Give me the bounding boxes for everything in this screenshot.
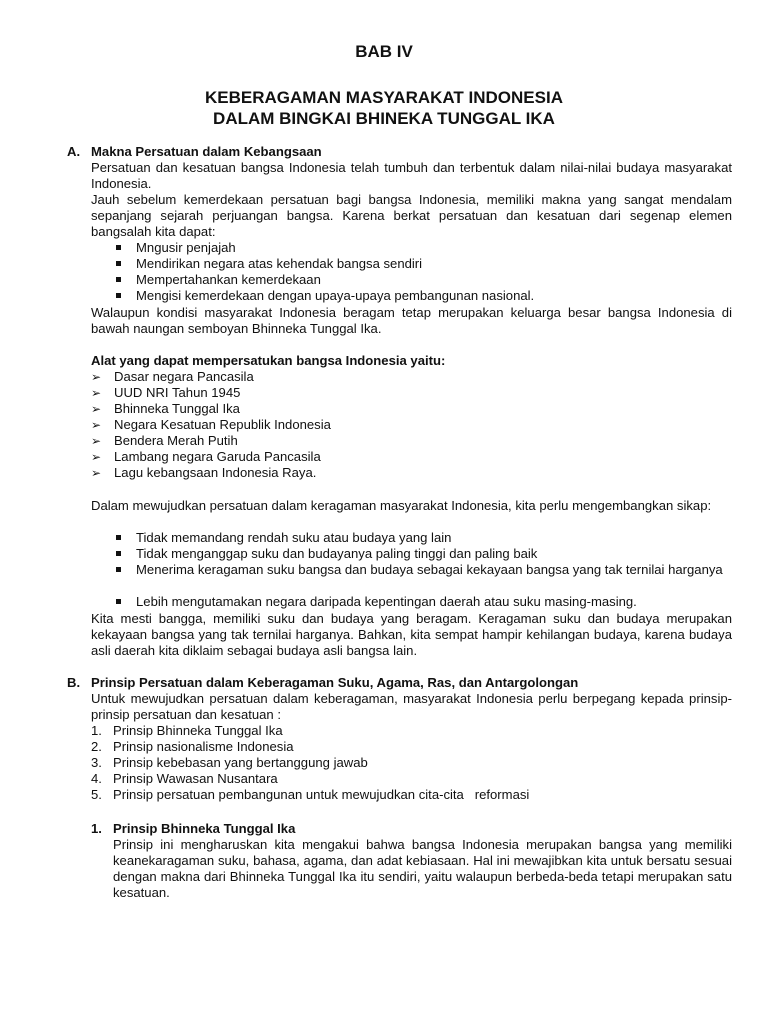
list-item: 5. Prinsip persatuan pembangunan untuk mewujudkan cita-cita reformasi [91,787,530,802]
arrow-bullet-icon: ➢ [91,450,102,464]
square-bullet-icon [116,535,121,540]
subsection-1-text: Prinsip ini mengharuskan kita mengakui bahwa bangsa Indonesia merupakan bangsa yang memiliki keanekaragaman suku, bahasa, agama, dan adat kebiasaan. Hal ini mewajibkan kita untuk bersatu sesuai dengan makna dari Bhinneka Tunggal Ika itu sendiri, yaitu walaupun berbeda-beda tetapi merupakan satu kesatuan. [113,837,732,900]
list-item: Menerima keragaman suku bangsa dan budaya sebagai kekayaan bangsa yang tak ternilai harganya [91,562,732,594]
list-item: Mengisi kemerdekaan dengan upaya-upaya pembangunan nasional. [91,288,732,304]
tools-arrow-list [91,369,732,481]
square-bullet-icon [116,293,121,298]
arrow-bullet-icon: ➢ [91,402,102,416]
section-a-paragraph-4: Dalam mewujudkan persatuan dalam keragaman masyarakat Indonesia, kita perlu mengembangkan sikap: [91,498,712,513]
list-item: Mngusir penjajah [91,240,732,256]
arrow-bullet-icon: ➢ [91,434,102,448]
list-item: 2. Prinsip nasionalisme Indonesia [91,739,294,754]
square-bullet-icon [116,277,121,282]
subsection-1-heading: Prinsip Bhinneka Tunggal Ika [113,821,296,836]
square-bullet-icon [116,261,121,266]
section-a-paragraph-1: Persatuan dan kesatuan bangsa Indonesia telah tumbuh dan terbentuk dalam nilai-nilai budaya masyarakat Indonesia. [91,160,732,191]
list-item: ➢ UUD NRI Tahun 1945 [91,385,241,400]
section-a-paragraph-5: Kita mesti bangga, memiliki suku dan budaya yang beragam. Keragaman suku dan budaya merupakan kekayaan bangsa yang tak ternilai harganya. Bahkan, kita sempat hampir kehilangan budaya, karena budaya asli daerah kita diklaim sebagai budaya asli bangsa lain. [91,611,732,658]
section-a-heading: Makna Persatuan dalam Kebangsaan [91,144,322,159]
section-b-heading: Prinsip Persatuan dalam Keberagaman Suku, Agama, Ras, dan Antargolongan [91,675,579,690]
list-item: ➢ Lambang negara Garuda Pancasila [91,449,321,464]
list-item: 1. Prinsip Bhinneka Tunggal Ika [91,723,283,738]
main-title-line-2: DALAM BINGKAI BHINEKA TUNGGAL IKA [213,109,555,128]
chapter-title: BAB IV [355,42,413,61]
main-title-line-1: KEBERAGAMAN MASYARAKAT INDONESIA [205,88,563,107]
list-item: 3. Prinsip kebebasan yang bertanggung jawab [91,755,368,770]
section-a-paragraph-3: Walaupun kondisi masyarakat Indonesia beragam tetap merupakan keluarga besar bangsa Indonesia di bawah naungan semboyan Bhinneka Tunggal Ika. [91,305,732,336]
list-item: ➢ Bendera Merah Putih [91,433,238,448]
arrow-bullet-icon: ➢ [91,386,102,400]
sikap-bullet-list [91,530,732,610]
arrow-bullet-icon: ➢ [91,418,102,432]
elemen-bullet-list [91,240,732,304]
square-bullet-icon [116,551,121,556]
list-item: 4. Prinsip Wawasan Nusantara [91,771,278,786]
principles-numbered-list [91,723,732,803]
list-item: Tidak memandang rendah suku atau budaya yang lain [91,530,732,546]
list-item: Mempertahankan kemerdekaan [91,272,732,288]
list-item: ➢ Dasar negara Pancasila [91,369,254,384]
section-b-intro: Untuk mewujudkan persatuan dalam keberagaman, masyarakat Indonesia perlu berpegang kepada prinsip-prinsip persatuan dan kesatuan : [91,691,732,722]
list-item: Tidak menganggap suku dan budayanya paling tinggi dan paling baik [91,546,732,562]
square-bullet-icon [116,245,121,250]
section-b-letter: B. [67,675,81,690]
list-item: ➢ Bhinneka Tunggal Ika [91,401,240,416]
list-item: Lebih mengutamakan negara daripada kepentingan daerah atau suku masing-masing. [91,594,732,610]
list-item: Mendirikan negara atas kehendak bangsa sendiri [91,256,732,272]
square-bullet-icon [116,567,121,572]
list-item: ➢ Negara Kesatuan Republik Indonesia [91,417,331,432]
arrow-bullet-icon: ➢ [91,466,102,480]
arrow-bullet-icon: ➢ [91,370,102,384]
section-a-letter: A. [67,144,81,159]
section-a-paragraph-2: Jauh sebelum kemerdekaan persatuan bagi bangsa Indonesia, memiliki makna yang sangat mendalam sepanjang sejarah perjuangan bangsa. Karena berkat persatuan dan kesatuan dari segenap elemen bangsalah kita dapat: [91,192,732,239]
list-item: ➢ Lagu kebangsaan Indonesia Raya. [91,465,317,480]
subsection-1-number: 1. [91,821,102,836]
square-bullet-icon [116,599,121,604]
tools-heading: Alat yang dapat mempersatukan bangsa Indonesia yaitu: [91,353,446,368]
